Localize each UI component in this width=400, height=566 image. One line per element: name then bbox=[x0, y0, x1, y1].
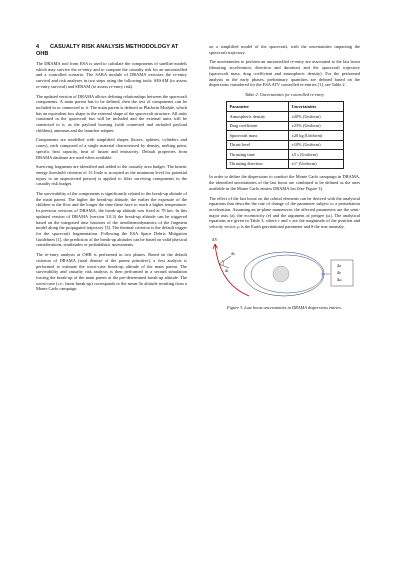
section-number: 4 bbox=[36, 44, 40, 50]
table-cell: Spacecraft mass bbox=[226, 131, 288, 141]
table-cell: Atmospheric density bbox=[226, 111, 288, 121]
paragraph: on a simplified model of the spacecraft, with the uncertainties impacting the spacecraft trajectory. bbox=[209, 44, 360, 55]
delta-omega-label: Δω bbox=[337, 277, 342, 282]
paragraph: The effect of the last boost on the orbital elements can be derived with the analytical equations that describe the rate of change of the parameter subject to a perturbation acceleration. Assuming an in-plane manoeuvre, the affected parameters are the semi-major axis (a), the eccentricity (e) and the argument of perigee (ω). The analytical equations are given in Table 3, where r and v are the magnitude of the position and velocity vector, μ is the Earth gravitational parameter and θ the true anomaly. bbox=[209, 195, 360, 230]
delta-a-label: Δa bbox=[337, 263, 341, 268]
paragraph: Surviving fragments are identified and added to the casualty area budget. The kinetic energy threshold criterion of 15 Joule is accepted as the minimum level for potential injury to an unprotected person) is applied to filter surviving components in the casualty risk budget. bbox=[36, 164, 187, 187]
table-cell: Drag coefficient bbox=[226, 121, 288, 131]
paragraph: The DRAMA tool from ESA is used to calculate the components of satellite models which may survive the re-entry and to compute the casualty risk for an uncontrolled and a controlled scenario. The SARA module of DRAMA executes the re-entry survival and risk analyses in two steps using the following tools: SESAM (to assess re-entry survival) and SERAM (to assess re-entry risk). bbox=[36, 61, 187, 89]
table-cell: ±10% (Uniform) bbox=[288, 140, 343, 150]
table-cell: ±5 s (Uniform) bbox=[288, 150, 343, 160]
table-row bbox=[226, 111, 343, 121]
section-title: CASUALTY RISK ANALYSIS METHODOLOGY AT OHB bbox=[36, 44, 179, 57]
table-cell: Thrusting time bbox=[226, 150, 288, 160]
delta-e-label: Δe bbox=[337, 270, 341, 275]
figure-last-boost bbox=[209, 234, 360, 302]
delta-v-top-label: ΔV bbox=[212, 236, 218, 242]
delta-v-side-label: Δv bbox=[231, 251, 236, 256]
paragraph: In order to define the dispersions to conduct the Monte Carlo campaign in DRAMA, the identified uncertainties of the last boost are combined to be defined as the ones available in the Monte Carlo entries DRAMA list (See Figure 3). bbox=[209, 174, 360, 191]
paragraph: The updated version of DRAMA allows defining relationships between the spacecraft components. A main parent has to be defined, then the rest of components can be included in or connected to it. The main parent is defined as Platform Module, which has an equivalent box shape to the external shape of the spacecraft structure. All units contained in the spacecraft bus will be included and the external units will be connected to it, as the payload housing (with connected and included payload children), antennas and the launcher adapter. bbox=[36, 93, 187, 133]
delta-t-label: Δt bbox=[225, 268, 229, 273]
paragraph: The re-entry analysis at OHB is performed in two phases. Based on the default criterion of DRAMA (total demise of the parent primitive), a first analysis is performed to estimate the worst-case break-up altitude of the main parent. The survivability and casualty risk analysis is then performed in a second simulation forcing the break-up of the main parent at the pre-determined break-up altitude. The worst-case (i.e.: latest break-up) corresponds to the mean-3σ altitude resulting from a Monte Carlo campaign bbox=[36, 252, 187, 292]
table-row bbox=[226, 131, 343, 141]
paragraph: The survivability of the components is significantly related to the break-up altitude of the main parent. The higher the break-up altitude, the earlier the exposure of the children to the flow and the longer the time these have to reach a higher temperature. In previous versions of DRAMA, the break-up altitude was fixed at 78 km. In this updated version of DRAMA (version 3.0.3) the break-up altitude can be triggered based on the integrated time histories of the aerothermodynamics of the fragment model along the propagated trajectory [3]. The thermal criterion is the default trigger for the spacecraft fragmentation. Following the ESA Space Debris Mitigation Guidelines [1], the prediction of the break-up altitudes can be based on valid physical considerations, similitudes or probabilistic assessments. bbox=[36, 191, 187, 248]
table-row bbox=[226, 140, 343, 150]
table-caption: Table 2. Uncertainties for controlled re-entry bbox=[244, 91, 325, 97]
left-column bbox=[36, 44, 187, 296]
table-row bbox=[226, 150, 343, 160]
table-header-row bbox=[226, 102, 343, 112]
section-heading bbox=[36, 44, 187, 58]
velocity-vector bbox=[219, 256, 231, 264]
table-cell: ±1° (Uniform) bbox=[288, 159, 343, 169]
figure-caption: Figure 3. Last boost uncertainties in DRAMA dispersions entries. bbox=[226, 304, 343, 310]
earth-icon bbox=[273, 266, 289, 282]
table-cell: ±25% (Uniform) bbox=[288, 121, 343, 131]
table-cell: ±20% (Uniform) bbox=[288, 111, 343, 121]
right-column bbox=[209, 44, 360, 314]
table-row bbox=[226, 159, 343, 169]
table-row bbox=[226, 121, 343, 131]
table-cell: Thrusting direction bbox=[226, 159, 288, 169]
table-cell: ±20 kg (Uniform) bbox=[288, 131, 343, 141]
table-header: Parameter bbox=[226, 102, 288, 112]
table-cell: Thrust level bbox=[226, 140, 288, 150]
params-box bbox=[331, 260, 353, 286]
paragraph: The uncertainties to perform an uncontrolled re-entry are associated to the last boost (thrusting acceleration, direction and duration) and the spacecraft trajectory (spacecraft mass, drag coefficient and atmospheric density). For the performed analysis in the early phases, preliminary quantities are defined based on the dispersions considered for the ESA ATV controlled re-entries [1], see Table 2. bbox=[209, 59, 360, 88]
paragraph: Components are modelled with simplified shapes (boxes, spheres, cylinders and cones), each composed of a single material characterised by density, melting point, specific heat capacity, heat of fusion and emissivity. Default properties from DRAMA database are used when available. bbox=[36, 137, 187, 160]
table-header: Uncertainties bbox=[288, 102, 343, 112]
uncertainties-table bbox=[226, 101, 344, 169]
